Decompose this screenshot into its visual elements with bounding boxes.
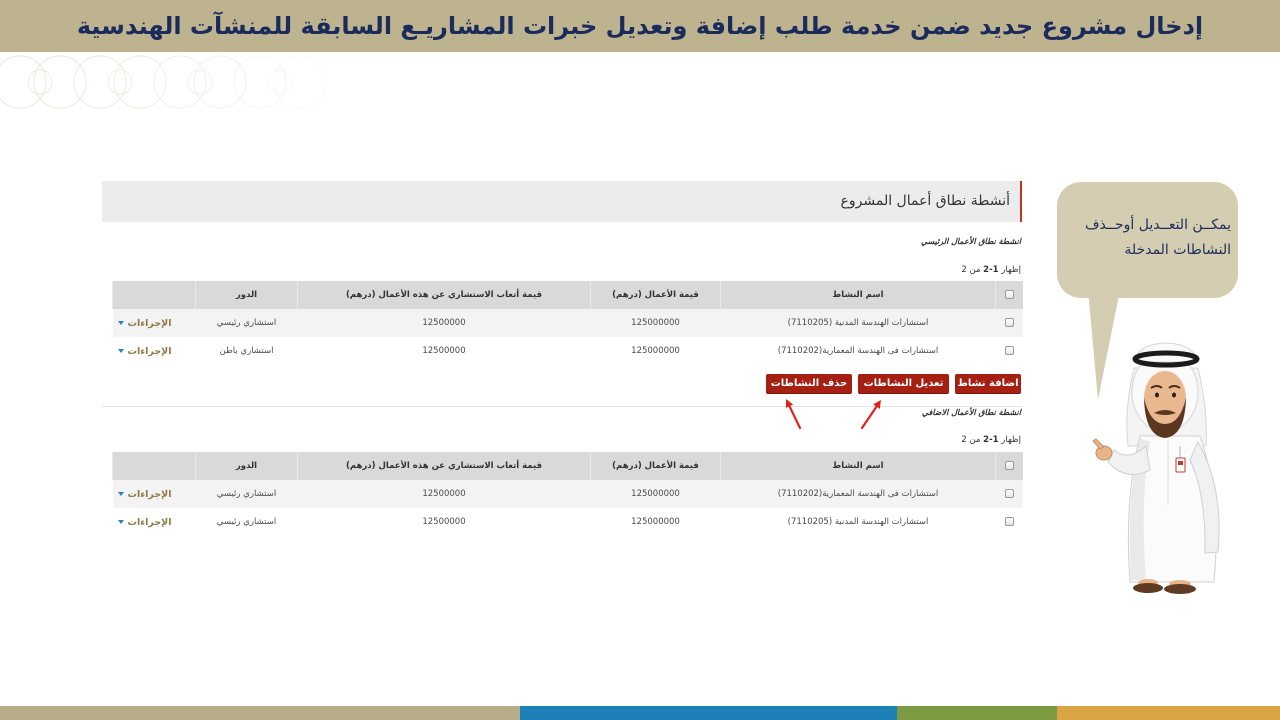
kandura-shade xyxy=(1130,438,1150,580)
slide-title: إدخال مشروع جديد ضمن خدمة طلب إضافة وتعديل خبرات المشاريـع السابقة للمنشآت الهندسية xyxy=(76,12,1204,40)
kandura-body xyxy=(1128,436,1216,582)
row-select-checkbox[interactable] xyxy=(1005,346,1014,355)
caret-down-icon xyxy=(118,520,124,524)
left-foot xyxy=(1138,579,1158,587)
table-row xyxy=(113,337,1023,365)
additional-scope-label: انشطة نطاق الأعمال الاضافي xyxy=(921,408,1021,417)
pagination-range: 1-2 xyxy=(983,435,999,445)
add-activity-button[interactable]: اضافة نشاط xyxy=(955,374,1021,394)
actions-cell xyxy=(113,337,196,365)
row-actions-dropdown[interactable] xyxy=(118,517,172,528)
pattern-circle xyxy=(74,56,126,108)
pattern-circle xyxy=(28,70,52,94)
arrow-head xyxy=(873,400,881,409)
pagination-of: من xyxy=(969,435,981,445)
pagination-prefix: إظهار xyxy=(1001,435,1021,445)
column-header-role: الدور xyxy=(196,452,298,480)
activity-name-cell: استشارات فى الهندسة المعمارية(7110202) xyxy=(721,337,996,365)
pattern-arcs xyxy=(0,56,326,108)
agal xyxy=(1135,353,1197,365)
works-value-cell: 125000000 xyxy=(591,337,721,365)
row-select-cell xyxy=(996,480,1023,508)
consultant-fee-cell: 12500000 xyxy=(298,508,591,536)
column-header-activity-name: اسم النشاط xyxy=(721,452,996,480)
select-all-cell xyxy=(996,281,1023,309)
row-actions-dropdown[interactable] xyxy=(118,318,172,329)
main-scope-label: انشطة نطاق الأعمال الرئيسي xyxy=(920,237,1021,246)
additional-scope-pagination-info xyxy=(961,435,1021,445)
table-body xyxy=(113,309,1023,365)
consultant-fee-cell: 12500000 xyxy=(298,337,591,365)
select-all-cell xyxy=(996,452,1023,480)
row-select-checkbox[interactable] xyxy=(1005,517,1014,526)
row-actions-dropdown[interactable] xyxy=(118,489,172,500)
left-eye xyxy=(1155,393,1159,398)
left-arm-sleeve xyxy=(1108,446,1150,475)
table-row xyxy=(113,508,1023,536)
footer-strip-segment xyxy=(0,706,520,720)
activity-name-cell: استشارات الهندسة المدنية (7110205) xyxy=(721,508,996,536)
actions-cell xyxy=(113,480,196,508)
row-select-cell xyxy=(996,309,1023,337)
row-actions-label: الإجراءات xyxy=(127,317,172,329)
main-scope-pagination-info xyxy=(961,265,1021,275)
row-select-cell xyxy=(996,337,1023,365)
character-illustration xyxy=(1093,343,1219,594)
pattern-circle xyxy=(0,56,46,108)
actions-cell xyxy=(113,508,196,536)
row-actions-label: الإجراءات xyxy=(127,488,172,500)
speech-bubble xyxy=(1057,182,1238,298)
pointing-hand xyxy=(1096,446,1112,460)
red-arrow-icon xyxy=(786,399,800,428)
decorative-pattern xyxy=(0,52,340,116)
table-row xyxy=(113,309,1023,337)
column-header-activity-name: اسم النشاط xyxy=(721,281,996,309)
red-arrow-icon xyxy=(862,400,881,428)
right-sandal xyxy=(1164,584,1196,594)
table-header xyxy=(113,452,1023,480)
right-eye xyxy=(1172,393,1176,398)
pattern-circle xyxy=(108,70,132,94)
section-divider xyxy=(102,406,1022,407)
column-header-works-value: قيمة الأعمال (درهم) xyxy=(591,281,721,309)
row-actions-dropdown[interactable] xyxy=(118,346,172,357)
column-header-consultant-fee: قيمة أتعاب الاستشاري عن هذه الأعمال (درهم) xyxy=(298,281,591,309)
left-sandal xyxy=(1133,583,1163,593)
ghutra-frame xyxy=(1132,352,1198,432)
right-eyebrow xyxy=(1169,386,1180,388)
bubble-line-1: يمكــن التعــديل أوحــذف xyxy=(1084,217,1231,233)
pattern-circle xyxy=(268,70,292,94)
caret-down-icon xyxy=(118,321,124,325)
column-header-actions xyxy=(113,281,196,309)
footer-strip-segment xyxy=(1057,706,1280,720)
speech-bubble-tail xyxy=(1088,290,1120,400)
row-select-checkbox[interactable] xyxy=(1005,489,1014,498)
works-value-cell: 125000000 xyxy=(591,309,721,337)
consultant-fee-cell: 12500000 xyxy=(298,480,591,508)
left-eyebrow xyxy=(1151,386,1162,388)
pattern-circle xyxy=(114,56,166,108)
pagination-range: 1-2 xyxy=(983,265,999,275)
select-all-checkbox[interactable] xyxy=(1005,461,1014,470)
delete-activities-button[interactable]: حذف النشاطات xyxy=(766,374,852,394)
arrow-shaft xyxy=(790,406,801,428)
pattern-circle xyxy=(154,56,206,108)
pointing-finger xyxy=(1093,439,1104,449)
column-header-works-value: قيمة الأعمال (درهم) xyxy=(591,452,721,480)
row-actions-label: الإجراءات xyxy=(127,516,172,528)
role-cell: استشاري رئيسي xyxy=(196,480,298,508)
ghutra-top xyxy=(1134,343,1198,362)
footer-strip-segment xyxy=(897,706,1057,720)
right-arm-sleeve xyxy=(1190,442,1219,553)
caret-down-icon xyxy=(118,492,124,496)
activity-name-cell: استشارات الهندسة المدنية (7110205) xyxy=(721,309,996,337)
additional-activities-table xyxy=(112,452,1023,536)
works-value-cell: 125000000 xyxy=(591,480,721,508)
id-badge-photo xyxy=(1178,461,1183,465)
panel-title: أنشطة نطاق أعمال المشروع xyxy=(840,193,1010,209)
edit-activities-button[interactable]: تعديل النشاطات xyxy=(858,374,949,394)
activities-panel-header xyxy=(102,181,1022,222)
pattern-circle xyxy=(194,56,246,108)
activity-name-cell: استشارات فى الهندسة المعمارية(7110202) xyxy=(721,480,996,508)
footer-strip-segment xyxy=(520,706,897,720)
activity-actions-toolbar xyxy=(766,374,1021,394)
beard xyxy=(1144,398,1186,438)
pattern-circle xyxy=(34,56,86,108)
select-all-checkbox[interactable] xyxy=(1005,290,1014,299)
role-cell: استشاري رئيسي xyxy=(196,508,298,536)
main-activities-table xyxy=(112,281,1023,365)
row-select-cell xyxy=(996,508,1023,536)
ghutra-drape xyxy=(1127,368,1206,446)
mustache xyxy=(1154,410,1176,415)
pattern-circle xyxy=(274,56,326,108)
role-cell: استشاري باطن xyxy=(196,337,298,365)
column-header-role: الدور xyxy=(196,281,298,309)
face xyxy=(1144,371,1186,425)
table-body xyxy=(113,480,1023,536)
column-header-actions xyxy=(113,452,196,480)
pattern-circle xyxy=(234,56,286,108)
table-header-row xyxy=(113,281,1023,309)
table-header xyxy=(113,281,1023,309)
role-cell: استشاري رئيسي xyxy=(196,309,298,337)
consultant-fee-cell: 12500000 xyxy=(298,309,591,337)
title-banner xyxy=(0,0,1280,52)
table-row xyxy=(113,480,1023,508)
caret-down-icon xyxy=(118,349,124,353)
pattern-circle xyxy=(188,70,212,94)
arrow-shaft xyxy=(862,407,877,428)
id-badge xyxy=(1176,458,1185,472)
column-header-consultant-fee: قيمة أتعاب الاستشاري عن هذه الأعمال (درهم) xyxy=(298,452,591,480)
pagination-total: 2 xyxy=(961,265,967,275)
works-value-cell: 125000000 xyxy=(591,508,721,536)
table-header-row xyxy=(113,452,1023,480)
pagination-of: من xyxy=(969,265,981,275)
bubble-line-2: النشاطات المدخلة xyxy=(1124,242,1231,258)
row-actions-label: الإجراءات xyxy=(127,345,172,357)
right-foot xyxy=(1169,580,1191,588)
row-select-checkbox[interactable] xyxy=(1005,318,1014,327)
pagination-prefix: إظهار xyxy=(1001,265,1021,275)
pagination-total: 2 xyxy=(961,435,967,445)
actions-cell xyxy=(113,309,196,337)
